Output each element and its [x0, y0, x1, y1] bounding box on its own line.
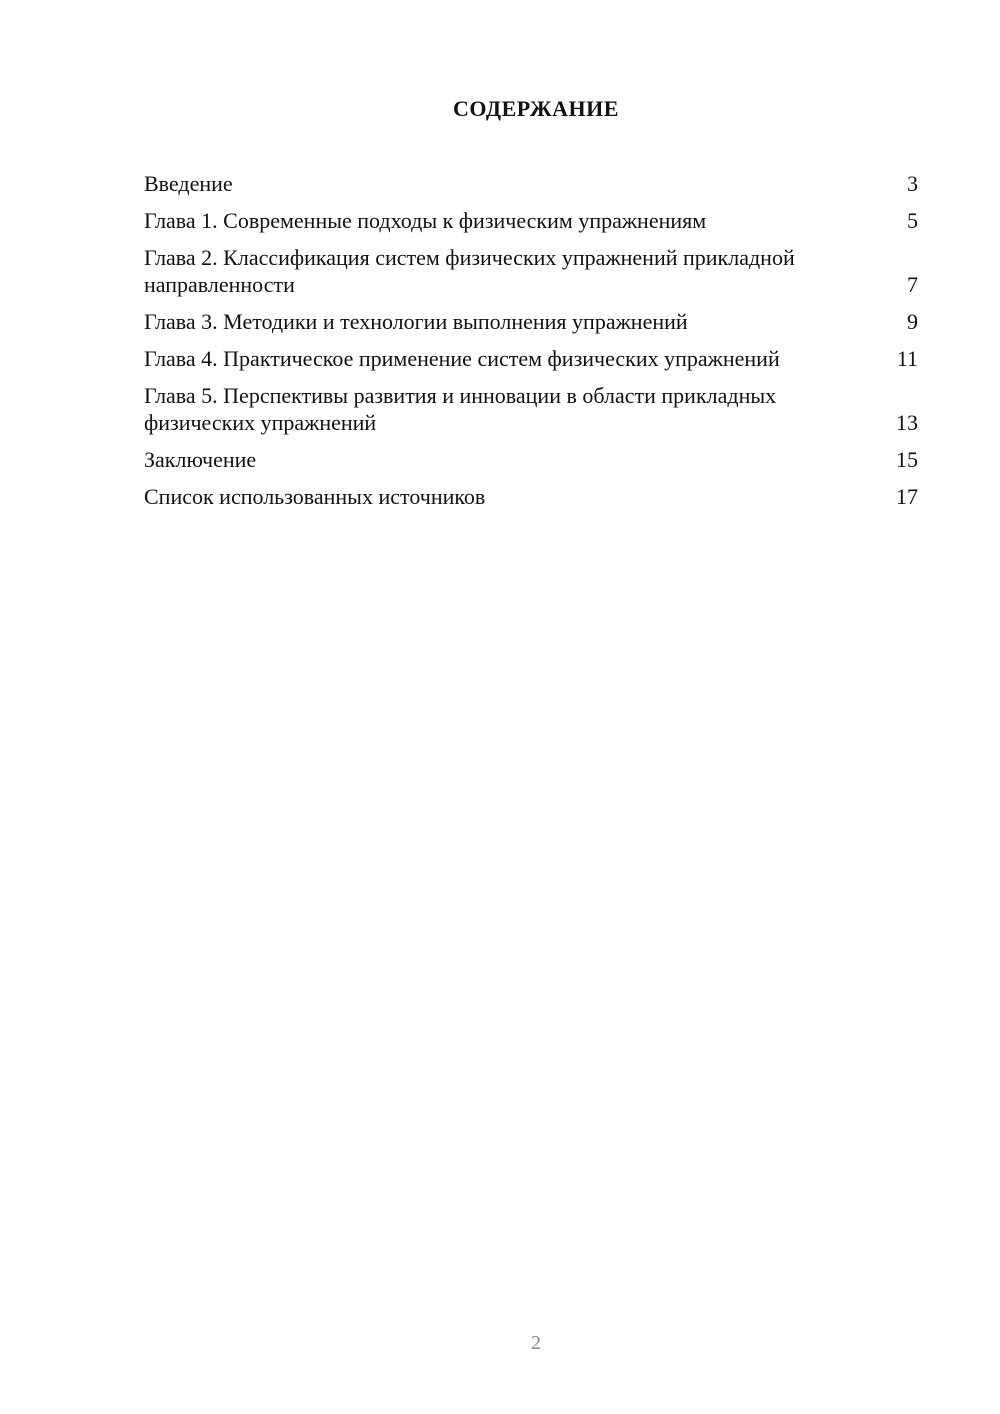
toc-entry-chapter-1[interactable]: [144, 207, 918, 234]
toc-entry-introduction[interactable]: [144, 170, 918, 197]
toc-entry-chapter-2[interactable]: [144, 244, 918, 298]
toc-entry-page: 17: [896, 484, 918, 509]
toc-entry-chapter-5[interactable]: [144, 382, 918, 436]
toc-entry-page: 5: [907, 208, 918, 233]
toc-entry-chapter-4[interactable]: [144, 345, 918, 372]
toc-entry-page: 9: [907, 309, 918, 334]
toc-entry-title: Заключение: [144, 447, 257, 472]
page-title: СОДЕРЖАНИЕ: [453, 96, 619, 121]
toc-entry-references[interactable]: [144, 483, 918, 510]
toc-entry-page: 3: [907, 171, 918, 196]
toc-entry-page: 15: [896, 447, 918, 472]
toc-entry-title: Список использованных источников: [144, 484, 486, 509]
toc-entry-title: Глава 2. Классификация систем физических упражнений прикладной направленности: [144, 245, 795, 297]
toc-entry-title: Введение: [144, 171, 233, 196]
toc-entry-chapter-3[interactable]: [144, 308, 918, 335]
toc-entry-title: Глава 4. Практическое применение систем физических упражнений: [144, 346, 780, 371]
toc-entry-page: 7: [907, 272, 918, 297]
toc-entry-page: 11: [896, 346, 918, 371]
page-number: 2: [531, 1332, 541, 1354]
table-of-contents: [144, 170, 918, 520]
toc-entry-conclusion[interactable]: [144, 446, 918, 473]
toc-entry-title: Глава 1. Современные подходы к физическим упражнениям: [144, 208, 707, 233]
toc-entry-title: Глава 5. Перспективы развития и инновации в области прикладных физических упражнений: [144, 383, 777, 435]
toc-entry-title: Глава 3. Методики и технологии выполнения упражнений: [144, 309, 688, 334]
toc-entry-page: 13: [896, 410, 918, 435]
